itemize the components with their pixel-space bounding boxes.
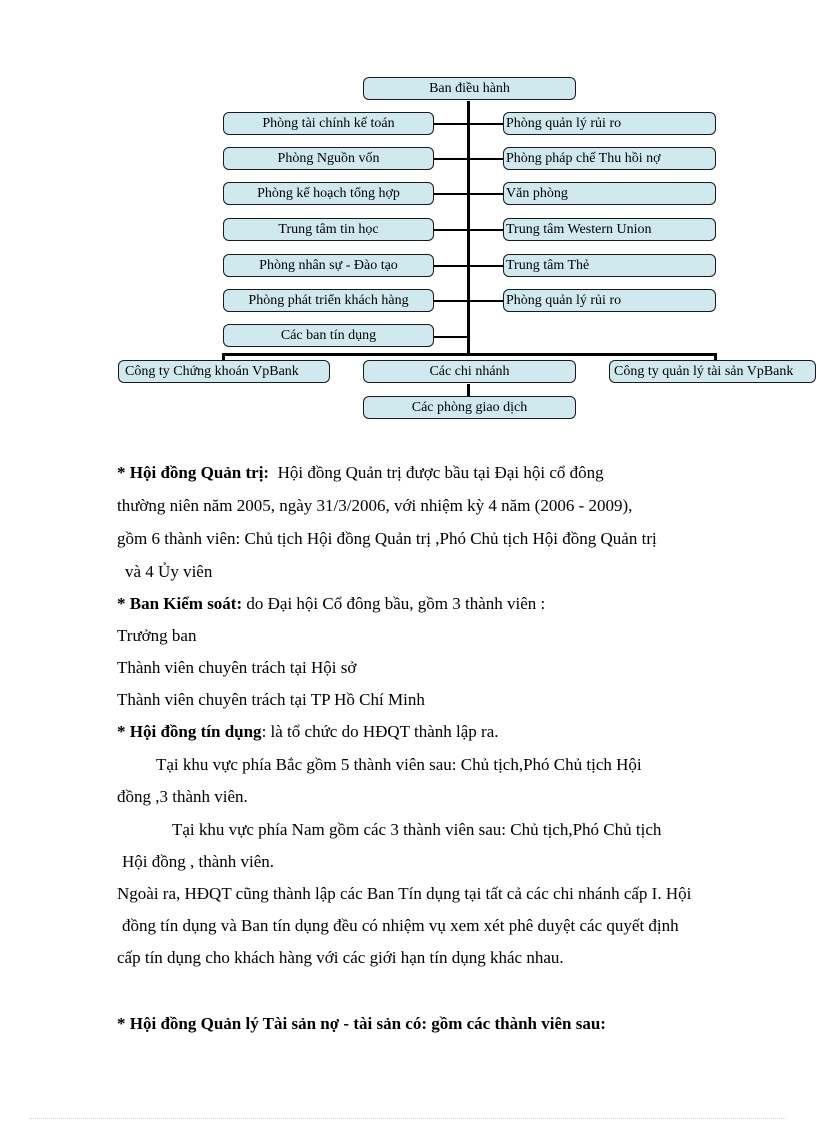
hdtd-text: : là tổ chức do HĐQT thành lập ra. [261, 722, 499, 741]
hdqt-paragraph-line4: và 4 Ủy viên [125, 562, 213, 581]
connector-right-5 [468, 265, 504, 267]
connector-left-5 [433, 265, 469, 267]
connector-left-4 [433, 229, 469, 231]
hdtd-label: * Hội đồng tín dụng [117, 722, 262, 741]
connector-trunk [467, 101, 470, 355]
org-box-right-5: Trung tâm Thẻ [503, 254, 716, 277]
org-box-left-7: Các ban tín dụng [223, 324, 434, 347]
alco-heading [117, 1014, 606, 1034]
hdqt-text-1: Hội đồng Quản trị được bầu tại Đại hội cổ đông [277, 463, 604, 482]
connector-left-1 [433, 123, 469, 125]
connector-right-3 [468, 193, 504, 195]
connector-right-4 [468, 229, 504, 231]
hdqt-paragraph-line1 [117, 463, 604, 483]
bks-member-2: Thành viên chuyên trách tại Hội sở [117, 658, 357, 677]
alco-heading-text: * Hội đồng Quản lý Tài sản nợ - tài sản có: gồm các thành viên sau: [117, 1014, 606, 1033]
hdqt-label: * Hội đồng Quản trị: [117, 463, 270, 482]
bks-member-1: Trưởng ban [117, 626, 197, 645]
connector-left-7 [433, 336, 469, 338]
org-box-executive-board: Ban điều hành [363, 77, 576, 100]
south-line-2: Hội đồng , thành viên. [122, 852, 275, 871]
org-box-left-5: Phòng nhân sự - Đào tạo [223, 254, 434, 277]
south-line-1: Tại khu vực phía Nam gồm các 3 thành viên sau: Chủ tịch,Phó Chủ tịch [172, 820, 662, 839]
org-box-right-6: Phòng quản lý rủi ro [503, 289, 716, 312]
org-box-right-3: Văn phòng [503, 182, 716, 205]
other-line-3: cấp tín dụng cho khách hàng với các giới hạn tín dụng khác nhau. [117, 948, 564, 967]
hdqt-paragraph-line3: gồm 6 thành viên: Chủ tịch Hội đồng Quản trị ,Phó Chủ tịch Hội đồng Quản trị [117, 529, 657, 548]
org-box-left-4 [223, 218, 434, 241]
connector-right-2 [468, 158, 504, 160]
north-line-2: đồng ,3 thành viên. [117, 787, 248, 806]
bks-member-3: Thành viên chuyên trách tại TP Hồ Chí Minh [117, 690, 425, 709]
connector-bus [222, 353, 717, 356]
other-line-1: Ngoài ra, HĐQT cũng thành lập các Ban Tín dụng tại tất cả các chi nhánh cấp I. Hội [117, 884, 692, 903]
other-line-2: đồng tín dụng và Ban tín dụng đều có nhiệm vụ xem xét phê duyệt các quyết định [122, 916, 679, 935]
org-box-right-1: Phòng quản lý rủi ro [503, 112, 716, 135]
org-box-left-1: Phòng tài chính kế toán [223, 112, 434, 135]
connector-right-1 [468, 123, 504, 125]
org-box-left-6: Phòng phát triển khách hàng [223, 289, 434, 312]
org-box-transaction-offices: Các phòng giao dịch [363, 396, 576, 419]
connector-right-6 [468, 300, 504, 302]
north-line-1: Tại khu vực phía Bắc gồm 5 thành viên sau: Chủ tịch,Phó Chủ tịch Hội [156, 755, 642, 774]
org-box-securities-company: Công ty Chứng khoán VpBank [118, 360, 330, 383]
bks-label: * Ban Kiểm soát: [117, 594, 243, 613]
connector-left-2 [433, 158, 469, 160]
bks-paragraph [117, 594, 545, 614]
connector-left-3 [433, 193, 469, 195]
org-box-left-4-label: Trung tâm tin học [278, 222, 379, 237]
org-box-right-2: Phòng pháp chế Thu hồi nợ [503, 147, 716, 170]
connector-drop-center [467, 384, 470, 396]
org-box-asset-management-company: Công ty quản lý tài sản VpBank [609, 360, 816, 383]
org-box-right-4: Trung tâm Western Union [503, 218, 716, 241]
org-box-left-3: Phòng kế hoạch tổng hợp [223, 182, 434, 205]
connector-left-6 [433, 300, 469, 302]
org-box-left-2: Phòng Nguồn vốn [223, 147, 434, 170]
bks-text: do Đại hội Cổ đông bầu, gồm 3 thành viên : [246, 594, 546, 613]
hdqt-paragraph-line2: thường niên năm 2005, ngày 31/3/2006, với nhiệm kỳ 4 năm (2006 - 2009), [117, 496, 633, 515]
org-box-branches: Các chi nhánh [363, 360, 576, 383]
page-bottom-divider [30, 1118, 786, 1119]
hdtd-paragraph [117, 722, 498, 742]
